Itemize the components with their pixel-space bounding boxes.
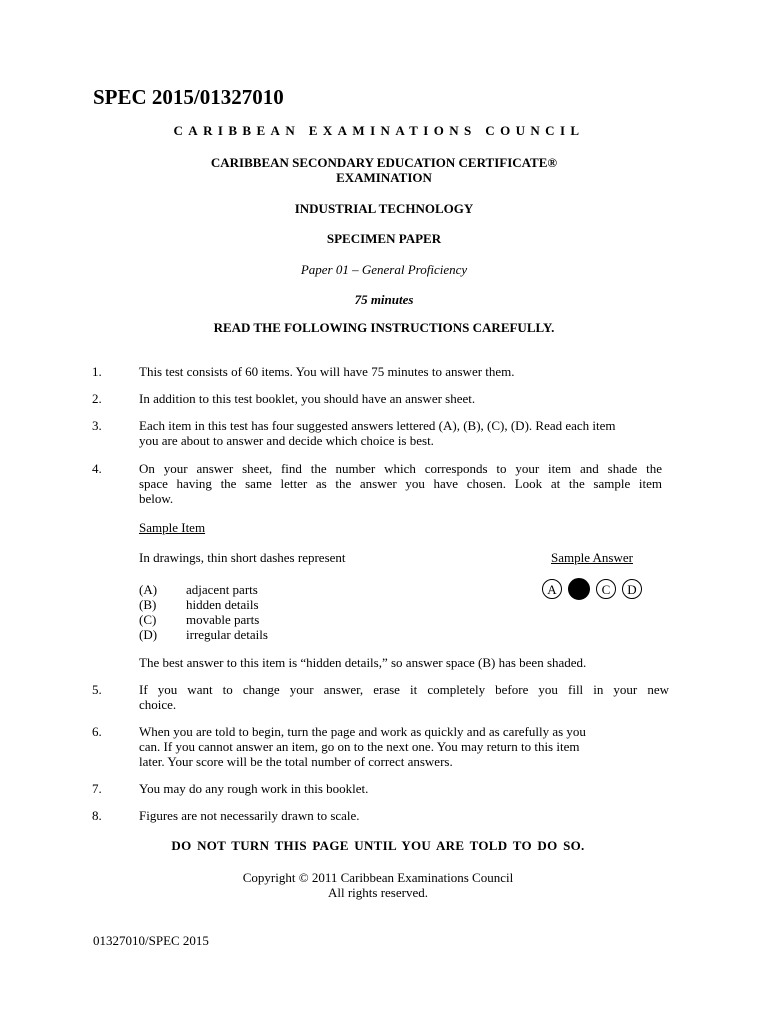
instruction-number: 1.: [92, 364, 102, 379]
instruction-text-line: you are about to answer and decide which choice is best.: [139, 433, 434, 448]
option-text: irregular details: [186, 627, 268, 642]
sample-explanation: The best answer to this item is “hidden details,” so answer space (B) has been shaded.: [139, 655, 587, 670]
instruction-text-line: choice.: [139, 697, 177, 712]
option-text: hidden details: [186, 597, 259, 612]
certificate-title-line2: EXAMINATION: [336, 170, 432, 185]
instruction-number: 6.: [92, 724, 102, 739]
instruction-text-line: later. Your score will be the total number of correct answers.: [139, 754, 453, 769]
instruction-text-line: When you are told to begin, turn the page and work as quickly and as carefully as you: [139, 724, 586, 739]
instruction-text: You may do any rough work in this booklet.: [139, 781, 369, 796]
sample-item-label: Sample Item: [139, 520, 206, 535]
instruction-number: 8.: [92, 808, 102, 823]
instruction-text-line: space having the same letter as the answer you have chosen. Look at the sample item: [139, 476, 662, 491]
paper-name: Paper 01 – General Proficiency: [300, 262, 468, 277]
answer-bubble-c: [596, 579, 616, 599]
instruction-text-line: If you want to change your answer, erase it completely before you fill in your new: [139, 682, 669, 697]
sample-question: In drawings, thin short dashes represent: [139, 550, 346, 565]
instruction-text: Figures are not necessarily drawn to scale.: [139, 808, 360, 823]
option-letter: (A): [139, 582, 158, 597]
bubble-letter: C: [601, 581, 611, 597]
instruction-text-line: Each item in this test has four suggested answers lettered (A), (B), (C), (D). Read each item: [139, 418, 616, 433]
instruction-text-line: On your answer sheet, find the number which corresponds to your item and shade the: [139, 461, 662, 476]
copyright-notice: Copyright © 2011 Caribbean Examinations Council: [242, 870, 514, 885]
answer-bubble-d: [622, 579, 642, 599]
do-not-turn-warning: DO NOT TURN THIS PAGE UNTIL YOU ARE TOLD TO DO SO.: [171, 838, 585, 853]
certificate-title-line1: CARIBBEAN SECONDARY EDUCATION CERTIFICATE®: [210, 155, 558, 170]
option-letter: (D): [139, 627, 158, 642]
paper-type: SPECIMEN PAPER: [326, 231, 442, 246]
instruction-number: 4.: [92, 461, 102, 476]
instructions-heading: READ THE FOLLOWING INSTRUCTIONS CAREFULLY.: [213, 320, 555, 335]
bubble-letter: [575, 583, 584, 596]
instruction-text-line: below.: [139, 491, 174, 506]
answer-bubble-a: [542, 579, 562, 599]
bubble-letter: D: [627, 581, 637, 597]
sample-answer-label: Sample Answer: [551, 550, 633, 565]
instruction-text-line: can. If you cannot answer an item, go on to the next one. You may return to this item: [139, 739, 580, 754]
instruction-number: 5.: [92, 682, 102, 697]
instruction-text: This test consists of 60 items. You will have 75 minutes to answer them.: [139, 364, 515, 379]
page-footer-code: 01327010/SPEC 2015: [93, 933, 209, 948]
instruction-number: 3.: [92, 418, 102, 433]
council-name: CARIBBEAN EXAMINATIONS COUNCIL: [173, 123, 585, 138]
rights-reserved: All rights reserved.: [327, 885, 428, 900]
bubble-letter: A: [547, 581, 557, 597]
subject-title: INDUSTRIAL TECHNOLOGY: [294, 201, 474, 216]
option-letter: (C): [139, 612, 157, 627]
answer-bubble-b-shaded: [568, 578, 590, 600]
instruction-text: In addition to this test booklet, you should have an answer sheet.: [139, 391, 476, 406]
option-letter: (B): [139, 597, 157, 612]
document-code: SPEC 2015/01327010: [93, 85, 284, 109]
instruction-number: 2.: [92, 391, 102, 406]
option-text: adjacent parts: [186, 582, 258, 597]
instruction-number: 7.: [92, 781, 102, 796]
option-text: movable parts: [186, 612, 260, 627]
exam-duration: 75 minutes: [354, 292, 414, 307]
sample-answer-bubbles: [542, 578, 648, 600]
